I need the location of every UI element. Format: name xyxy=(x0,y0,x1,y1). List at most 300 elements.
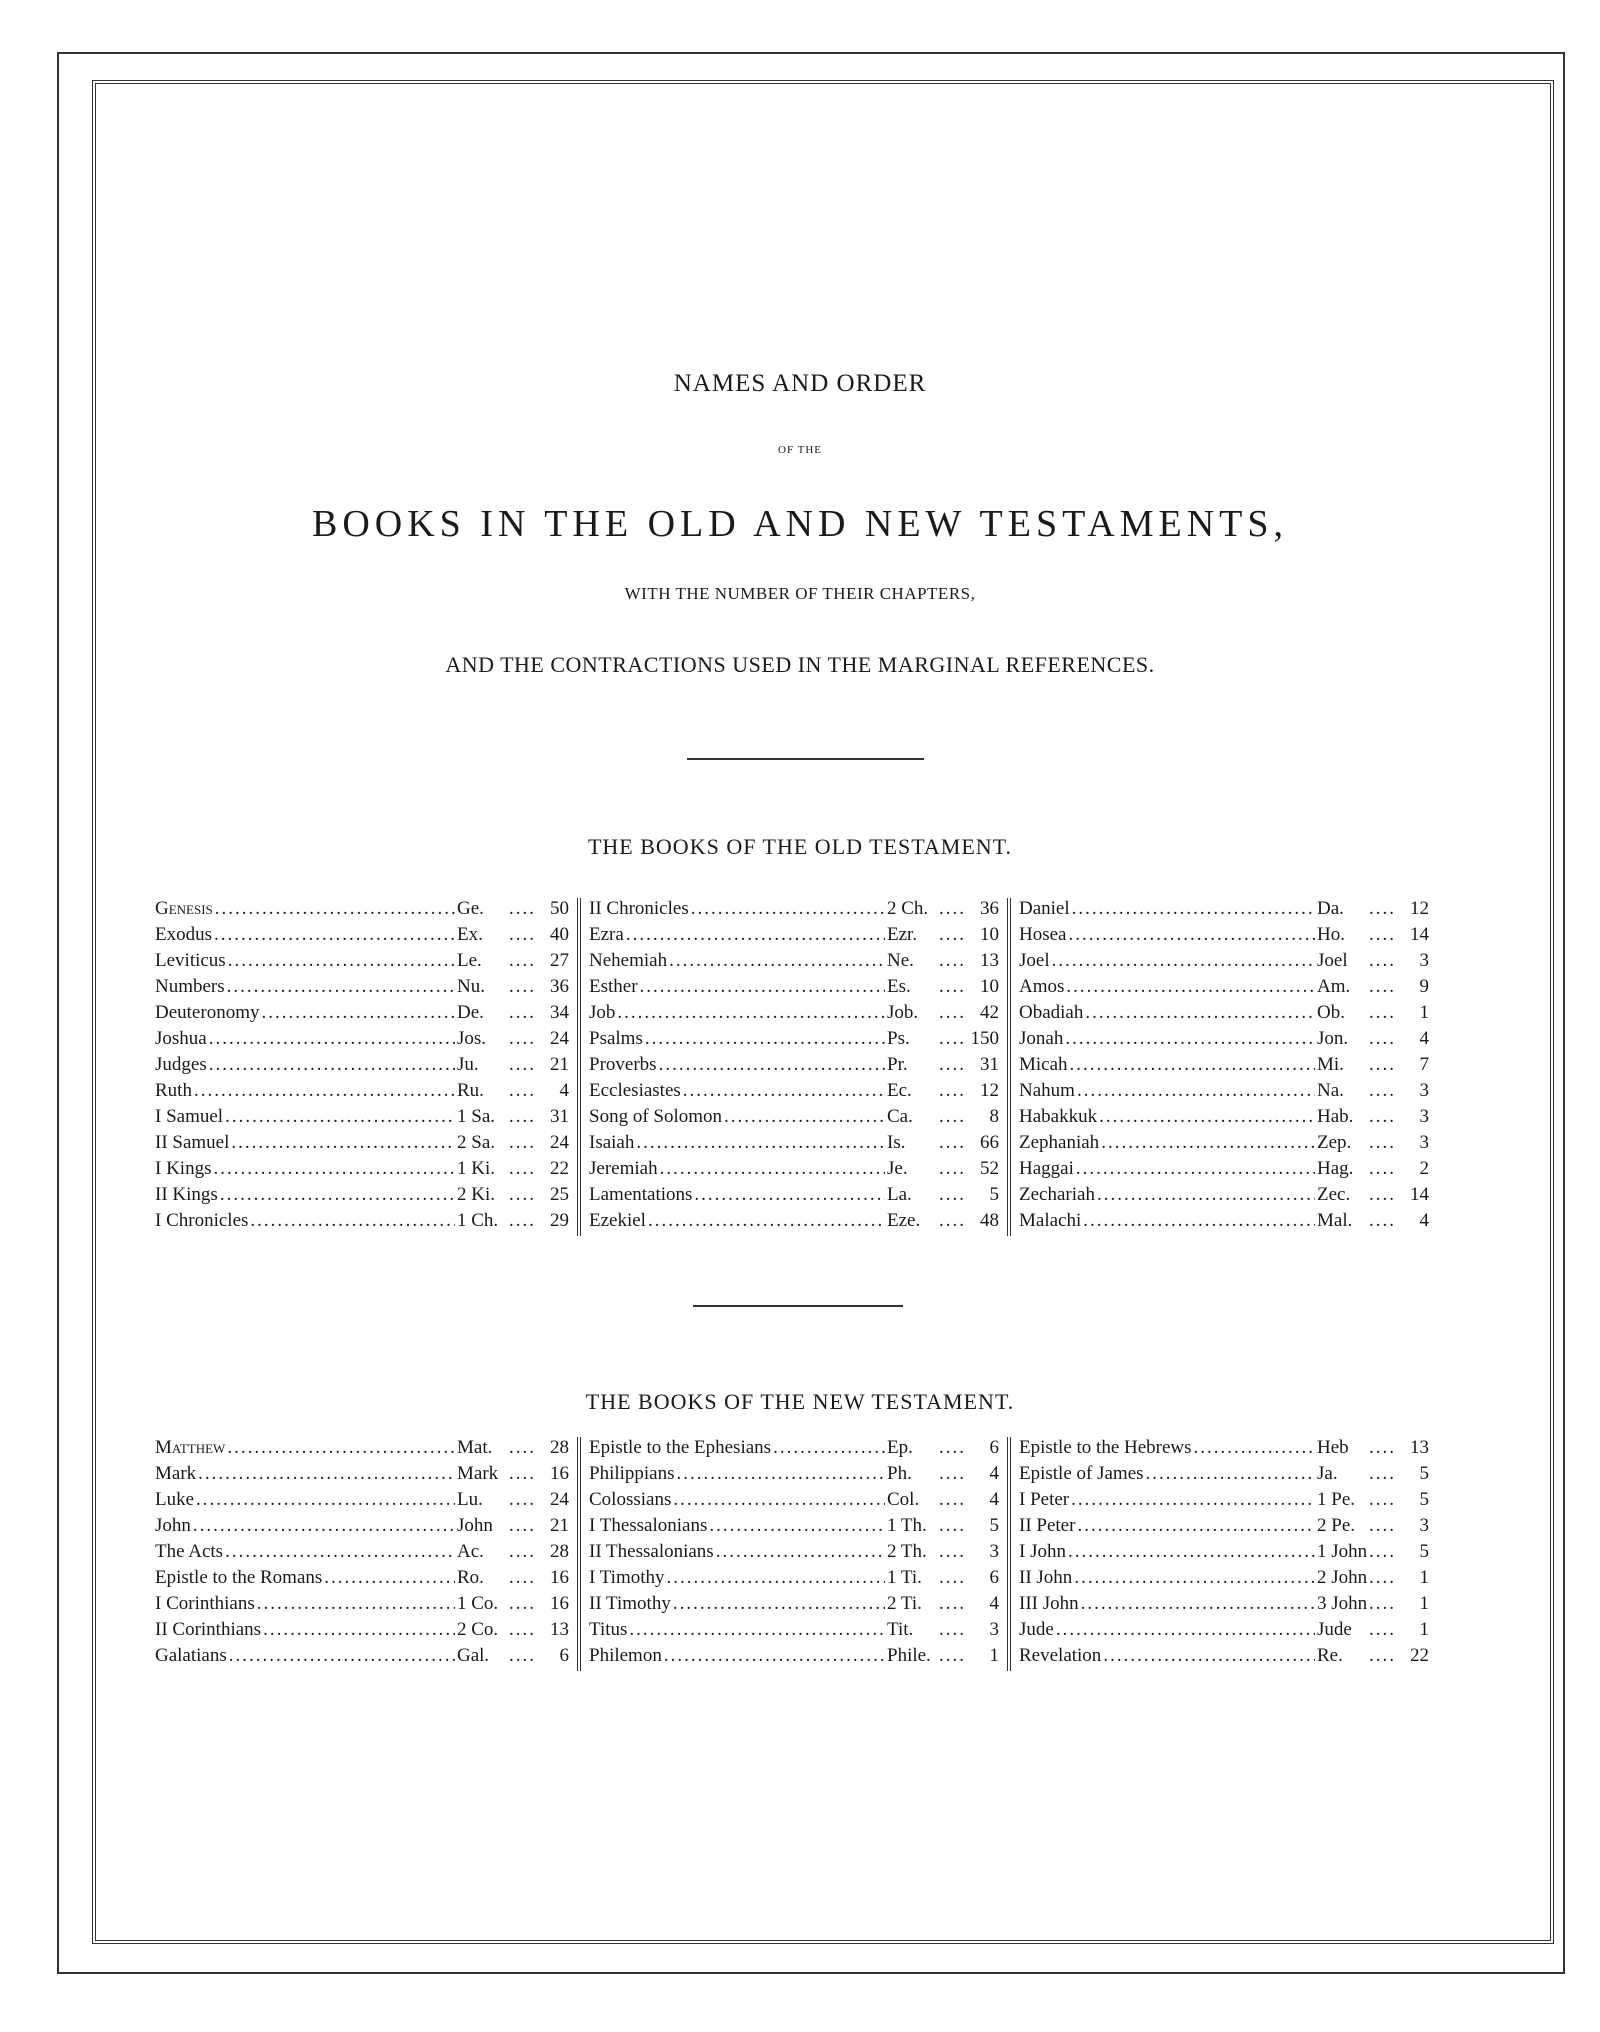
divider-rule xyxy=(687,758,924,760)
subtitle-chapters: WITH THE NUMBER OF THEIR CHAPTERS, xyxy=(624,584,976,603)
book-name: Amos xyxy=(1019,976,1065,997)
book-name: Matthew xyxy=(155,1437,226,1458)
book-name: Jonah xyxy=(1019,1028,1064,1049)
book-abbreviation: Ru. xyxy=(457,1080,484,1101)
chapter-count: 5 xyxy=(1419,1489,1429,1510)
chapter-count: 9 xyxy=(1419,976,1429,997)
title-line-1: NAMES AND ORDER xyxy=(673,370,927,397)
book-row xyxy=(589,924,999,950)
dot-leader xyxy=(939,1002,967,1024)
book-name: Colossians xyxy=(589,1489,672,1510)
dot-leader xyxy=(939,1645,967,1667)
book-name: I Samuel xyxy=(155,1106,224,1127)
book-name: Nehemiah xyxy=(589,950,668,971)
book-abbreviation: Job. xyxy=(887,1002,919,1023)
dot-leader xyxy=(939,1437,967,1459)
chapter-count: 1 xyxy=(989,1645,999,1666)
book-abbreviation: Hab. xyxy=(1317,1106,1354,1127)
book-row xyxy=(589,1158,999,1184)
book-name: The Acts xyxy=(155,1541,224,1562)
dot-leader xyxy=(1369,1437,1397,1459)
book-row xyxy=(155,1080,569,1106)
book-abbreviation: Ju. xyxy=(457,1054,479,1075)
book-row xyxy=(155,1158,569,1184)
book-row xyxy=(589,1132,999,1158)
dot-leader xyxy=(263,1619,455,1641)
chapter-count: 3 xyxy=(1419,1132,1429,1153)
book-name: Ruth xyxy=(155,1080,192,1101)
dot-leader xyxy=(1146,1463,1315,1485)
dot-leader xyxy=(1071,1489,1315,1511)
dot-leader xyxy=(1068,924,1315,946)
book-row xyxy=(155,1028,569,1054)
chapter-count: 16 xyxy=(550,1567,569,1588)
chapter-count: 22 xyxy=(550,1158,569,1179)
dot-leader xyxy=(691,898,885,920)
dot-leader xyxy=(659,1054,885,1076)
book-row xyxy=(1019,1463,1429,1489)
dot-leader xyxy=(509,1106,537,1128)
book-row xyxy=(1019,1567,1429,1593)
dot-leader xyxy=(1065,1028,1315,1050)
dot-leader xyxy=(1369,1210,1397,1232)
book-row xyxy=(155,1106,569,1132)
dot-leader xyxy=(509,924,537,946)
book-abbreviation: Lu. xyxy=(457,1489,483,1510)
book-row xyxy=(589,1210,999,1236)
dot-leader xyxy=(509,1567,537,1589)
chapter-count: 3 xyxy=(1419,950,1429,971)
book-abbreviation: Joel xyxy=(1317,950,1348,971)
book-name: Mark xyxy=(155,1463,197,1484)
book-row xyxy=(155,1489,569,1515)
dot-leader xyxy=(1369,1028,1397,1050)
chapter-count: 1 xyxy=(1419,1002,1429,1023)
book-abbreviation: Col. xyxy=(887,1489,920,1510)
book-abbreviation: 1 Co. xyxy=(457,1593,499,1614)
book-abbreviation: Gal. xyxy=(457,1645,490,1666)
chapter-count: 4 xyxy=(989,1489,999,1510)
chapter-count: 13 xyxy=(550,1619,569,1640)
book-abbreviation: Tit. xyxy=(887,1619,914,1640)
book-column xyxy=(1007,898,1437,1236)
book-row xyxy=(589,950,999,976)
book-name: Judges xyxy=(155,1054,207,1075)
dot-leader xyxy=(1052,950,1315,972)
dot-leader xyxy=(629,1619,885,1641)
page-title: BOOKS IN THE OLD AND NEW TESTAMENTS, xyxy=(311,503,1288,545)
dot-leader xyxy=(509,1184,537,1206)
dot-leader xyxy=(709,1515,885,1537)
book-name: I Chronicles xyxy=(155,1210,249,1231)
book-row xyxy=(589,1184,999,1210)
dot-leader xyxy=(1076,1158,1315,1180)
book-abbreviation: Na. xyxy=(1317,1080,1344,1101)
book-name: II Timothy xyxy=(589,1593,671,1614)
dot-leader xyxy=(215,898,455,920)
book-name: Esther xyxy=(589,976,638,997)
dot-leader xyxy=(225,1106,455,1128)
book-abbreviation: 2 Th. xyxy=(887,1541,927,1562)
dot-leader xyxy=(939,924,967,946)
book-row xyxy=(155,1567,569,1593)
dot-leader xyxy=(1101,1132,1315,1154)
book-row xyxy=(1019,1054,1429,1080)
book-abbreviation: Am. xyxy=(1317,976,1351,997)
book-name: I Timothy xyxy=(589,1567,665,1588)
chapter-count: 6 xyxy=(989,1567,999,1588)
book-name: Epistle of James xyxy=(1019,1463,1144,1484)
dot-leader xyxy=(1077,1515,1315,1537)
book-name: Philemon xyxy=(589,1645,662,1666)
book-abbreviation: Pr. xyxy=(887,1054,908,1075)
dot-leader xyxy=(724,1106,885,1128)
dot-leader xyxy=(1369,1054,1397,1076)
book-row xyxy=(155,1132,569,1158)
book-name: Haggai xyxy=(1019,1158,1074,1179)
book-name: Galatians xyxy=(155,1645,227,1666)
chapter-count: 10 xyxy=(980,924,999,945)
book-abbreviation: Eze. xyxy=(887,1210,921,1231)
book-name: Genesis xyxy=(155,898,213,919)
dot-leader xyxy=(640,976,885,998)
book-column xyxy=(577,1437,1007,1671)
book-abbreviation: 2 Ch. xyxy=(887,898,929,919)
book-row xyxy=(155,1184,569,1210)
book-row xyxy=(1019,1002,1429,1028)
book-row xyxy=(1019,1645,1429,1671)
chapter-count: 14 xyxy=(1410,924,1429,945)
book-row xyxy=(1019,1541,1429,1567)
chapter-count: 3 xyxy=(1419,1515,1429,1536)
dot-leader xyxy=(509,898,537,920)
chapter-count: 5 xyxy=(989,1184,999,1205)
book-name: Micah xyxy=(1019,1054,1068,1075)
dot-leader xyxy=(250,1210,455,1232)
dot-leader xyxy=(939,1106,967,1128)
dot-leader xyxy=(939,1567,967,1589)
dot-leader xyxy=(1369,950,1397,972)
dot-leader xyxy=(509,1515,537,1537)
title-line-2: OF THE xyxy=(778,444,822,456)
dot-leader xyxy=(209,1028,455,1050)
book-abbreviation: Mal. xyxy=(1317,1210,1353,1231)
chapter-count: 7 xyxy=(1419,1054,1429,1075)
book-row xyxy=(155,1619,569,1645)
dot-leader xyxy=(939,1080,967,1102)
chapter-count: 10 xyxy=(980,976,999,997)
dot-leader xyxy=(648,1210,885,1232)
chapter-count: 40 xyxy=(550,924,569,945)
book-abbreviation: 2 Co. xyxy=(457,1619,499,1640)
dot-leader xyxy=(1194,1437,1315,1459)
dot-leader xyxy=(1056,1619,1315,1641)
book-name: I Peter xyxy=(1019,1489,1070,1510)
dot-leader xyxy=(939,1619,967,1641)
chapter-count: 24 xyxy=(550,1489,569,1510)
dot-leader xyxy=(509,1002,537,1024)
book-row xyxy=(155,1593,569,1619)
dot-leader xyxy=(1369,898,1397,920)
dot-leader xyxy=(1068,1541,1315,1563)
book-row xyxy=(1019,1158,1429,1184)
book-name: John xyxy=(155,1515,191,1536)
chapter-count: 34 xyxy=(550,1002,569,1023)
book-name: Proverbs xyxy=(589,1054,657,1075)
book-abbreviation: Ge. xyxy=(457,898,484,919)
book-row xyxy=(155,1437,569,1463)
book-abbreviation: Ca. xyxy=(887,1106,913,1127)
book-row xyxy=(1019,1106,1429,1132)
book-abbreviation: Ezr. xyxy=(887,924,918,945)
dot-leader xyxy=(229,1645,455,1667)
chapter-count: 16 xyxy=(550,1593,569,1614)
book-abbreviation: Zec. xyxy=(1317,1184,1351,1205)
chapter-count: 1 xyxy=(1419,1567,1429,1588)
dot-leader xyxy=(509,1489,537,1511)
book-name: Malachi xyxy=(1019,1210,1082,1231)
book-row xyxy=(155,1210,569,1236)
dot-leader xyxy=(193,1515,455,1537)
book-name: II Peter xyxy=(1019,1515,1076,1536)
dot-leader xyxy=(939,950,967,972)
chapter-count: 21 xyxy=(550,1054,569,1075)
book-abbreviation: Nu. xyxy=(457,976,485,997)
book-name: Deuteronomy xyxy=(155,1002,260,1023)
book-row xyxy=(155,1002,569,1028)
dot-leader xyxy=(1369,1515,1397,1537)
chapter-count: 13 xyxy=(1410,1437,1429,1458)
dot-leader xyxy=(673,1489,885,1511)
chapter-count: 5 xyxy=(1419,1463,1429,1484)
chapter-count: 3 xyxy=(1419,1106,1429,1127)
dot-leader xyxy=(1369,924,1397,946)
dot-leader xyxy=(1077,1080,1315,1102)
chapter-count: 50 xyxy=(550,898,569,919)
book-name: II Thessalonians xyxy=(589,1541,714,1562)
book-abbreviation: Jude xyxy=(1317,1619,1352,1640)
book-name: Epistle to the Hebrews xyxy=(1019,1437,1192,1458)
book-name: Daniel xyxy=(1019,898,1070,919)
book-row xyxy=(1019,924,1429,950)
dot-leader xyxy=(939,1210,967,1232)
book-row xyxy=(589,1437,999,1463)
dot-leader xyxy=(1099,1106,1315,1128)
book-name: Leviticus xyxy=(155,950,226,971)
book-name: III John xyxy=(1019,1593,1079,1614)
book-name: Obadiah xyxy=(1019,1002,1084,1023)
dot-leader xyxy=(509,950,537,972)
book-row xyxy=(155,950,569,976)
chapter-count: 5 xyxy=(1419,1541,1429,1562)
book-abbreviation: Ho. xyxy=(1317,924,1345,945)
chapter-count: 12 xyxy=(1410,898,1429,919)
dot-leader xyxy=(509,1210,537,1232)
dot-leader xyxy=(213,1158,455,1180)
chapter-count: 24 xyxy=(550,1028,569,1049)
book-abbreviation: Mark xyxy=(457,1463,499,1484)
book-row xyxy=(1019,898,1429,924)
dot-leader xyxy=(509,1645,537,1667)
book-abbreviation: Es. xyxy=(887,976,911,997)
chapter-count: 4 xyxy=(989,1463,999,1484)
book-abbreviation: John xyxy=(457,1515,493,1536)
book-row xyxy=(155,1645,569,1671)
book-abbreviation: Mat. xyxy=(457,1437,493,1458)
dot-leader xyxy=(939,1184,967,1206)
dot-leader xyxy=(1369,1132,1397,1154)
book-row xyxy=(589,1645,999,1671)
book-name: Ezekiel xyxy=(589,1210,646,1231)
book-row xyxy=(589,1541,999,1567)
chapter-count: 29 xyxy=(550,1210,569,1231)
book-row xyxy=(155,1054,569,1080)
book-name: Lamentations xyxy=(589,1184,693,1205)
dot-leader xyxy=(209,1054,455,1076)
book-name: Epistle to the Romans xyxy=(155,1567,323,1588)
book-row xyxy=(589,1106,999,1132)
dot-leader xyxy=(1369,1541,1397,1563)
dot-leader xyxy=(509,1619,537,1641)
book-abbreviation: Ne. xyxy=(887,950,914,971)
dot-leader xyxy=(683,1080,885,1102)
dot-leader xyxy=(1369,1106,1397,1128)
chapter-count: 31 xyxy=(980,1054,999,1075)
book-row xyxy=(1019,1437,1429,1463)
book-column xyxy=(147,1437,577,1671)
book-abbreviation: Ex. xyxy=(457,924,483,945)
book-row xyxy=(1019,1132,1429,1158)
dot-leader xyxy=(660,1158,885,1180)
dot-leader xyxy=(1097,1184,1315,1206)
chapter-count: 48 xyxy=(980,1210,999,1231)
book-row xyxy=(1019,1489,1429,1515)
book-abbreviation: 1 Pe. xyxy=(1317,1489,1355,1510)
book-row xyxy=(589,1463,999,1489)
dot-leader xyxy=(227,1437,455,1459)
chapter-count: 8 xyxy=(989,1106,999,1127)
book-abbreviation: 1 Ti. xyxy=(887,1567,922,1588)
book-row xyxy=(589,1619,999,1645)
book-row xyxy=(155,1515,569,1541)
dot-leader xyxy=(1369,1645,1397,1667)
book-abbreviation: 2 Sa. xyxy=(457,1132,495,1153)
chapter-count: 24 xyxy=(550,1132,569,1153)
book-name: II Kings xyxy=(155,1184,218,1205)
dot-leader xyxy=(257,1593,455,1615)
book-column xyxy=(577,898,1007,1236)
dot-leader xyxy=(939,898,967,920)
dot-leader xyxy=(1369,1593,1397,1615)
dot-leader xyxy=(1369,1158,1397,1180)
book-row xyxy=(589,1593,999,1619)
dot-leader xyxy=(509,1054,537,1076)
book-row xyxy=(589,1054,999,1080)
book-row xyxy=(1019,1184,1429,1210)
chapter-count: 28 xyxy=(550,1541,569,1562)
book-abbreviation: Phile. xyxy=(887,1645,931,1666)
dot-leader xyxy=(196,1489,455,1511)
dot-leader xyxy=(509,1593,537,1615)
book-row xyxy=(589,1515,999,1541)
book-abbreviation: 1 Ki. xyxy=(457,1158,495,1179)
dot-leader xyxy=(509,1028,537,1050)
dot-leader xyxy=(673,1593,885,1615)
dot-leader xyxy=(636,1132,885,1154)
chapter-count: 14 xyxy=(1410,1184,1429,1205)
book-abbreviation: Hag. xyxy=(1317,1158,1354,1179)
dot-leader xyxy=(509,976,537,998)
book-name: Psalms xyxy=(589,1028,643,1049)
book-name: Song of Solomon xyxy=(589,1106,723,1127)
book-row xyxy=(1019,1515,1429,1541)
book-name: II Chronicles xyxy=(589,898,689,919)
chapter-count: 12 xyxy=(980,1080,999,1101)
chapter-count: 13 xyxy=(980,950,999,971)
book-abbreviation: 1 Sa. xyxy=(457,1106,495,1127)
dot-leader xyxy=(231,1132,455,1154)
book-abbreviation: Jon. xyxy=(1317,1028,1349,1049)
book-row xyxy=(589,1080,999,1106)
book-row xyxy=(589,1002,999,1028)
dot-leader xyxy=(939,1541,967,1563)
dot-leader xyxy=(1369,1463,1397,1485)
chapter-count: 31 xyxy=(550,1106,569,1127)
dot-leader xyxy=(939,1463,967,1485)
dot-leader xyxy=(228,950,455,972)
nt-table xyxy=(147,1437,1462,1671)
dot-leader xyxy=(1066,976,1315,998)
book-row xyxy=(1019,976,1429,1002)
dot-leader xyxy=(1074,1567,1315,1589)
book-row xyxy=(1019,1028,1429,1054)
book-abbreviation: Jos. xyxy=(457,1028,487,1049)
chapter-count: 16 xyxy=(550,1463,569,1484)
chapter-count: 2 xyxy=(1419,1158,1429,1179)
book-abbreviation: 2 John xyxy=(1317,1567,1368,1588)
dot-leader xyxy=(225,1541,455,1563)
dot-leader xyxy=(773,1437,885,1459)
dot-leader xyxy=(261,1002,455,1024)
book-abbreviation: Is. xyxy=(887,1132,906,1153)
book-name: Nahum xyxy=(1019,1080,1075,1101)
book-name: II Corinthians xyxy=(155,1619,262,1640)
book-row xyxy=(1019,1080,1429,1106)
book-name: I Corinthians xyxy=(155,1593,255,1614)
dot-leader xyxy=(645,1028,885,1050)
dot-leader xyxy=(1369,1489,1397,1511)
chapter-count: 6 xyxy=(989,1437,999,1458)
dot-leader xyxy=(1369,976,1397,998)
chapter-count: 4 xyxy=(559,1080,569,1101)
chapter-count: 150 xyxy=(970,1028,999,1049)
dot-leader xyxy=(1083,1210,1315,1232)
ot-table xyxy=(147,898,1462,1236)
book-row xyxy=(1019,1210,1429,1236)
chapter-count: 3 xyxy=(1419,1080,1429,1101)
book-abbreviation: Mi. xyxy=(1317,1054,1344,1075)
subtitle-contractions: AND THE CONTRACTIONS USED IN THE MARGINAL REFERENCES. xyxy=(445,652,1155,677)
dot-leader xyxy=(1070,1054,1315,1076)
dot-leader xyxy=(677,1463,885,1485)
book-row xyxy=(589,1028,999,1054)
book-name: Hosea xyxy=(1019,924,1067,945)
dot-leader xyxy=(939,1515,967,1537)
book-abbreviation: Zep. xyxy=(1317,1132,1352,1153)
chapter-count: 3 xyxy=(989,1541,999,1562)
dot-leader xyxy=(509,1132,537,1154)
book-name: Habakkuk xyxy=(1019,1106,1098,1127)
